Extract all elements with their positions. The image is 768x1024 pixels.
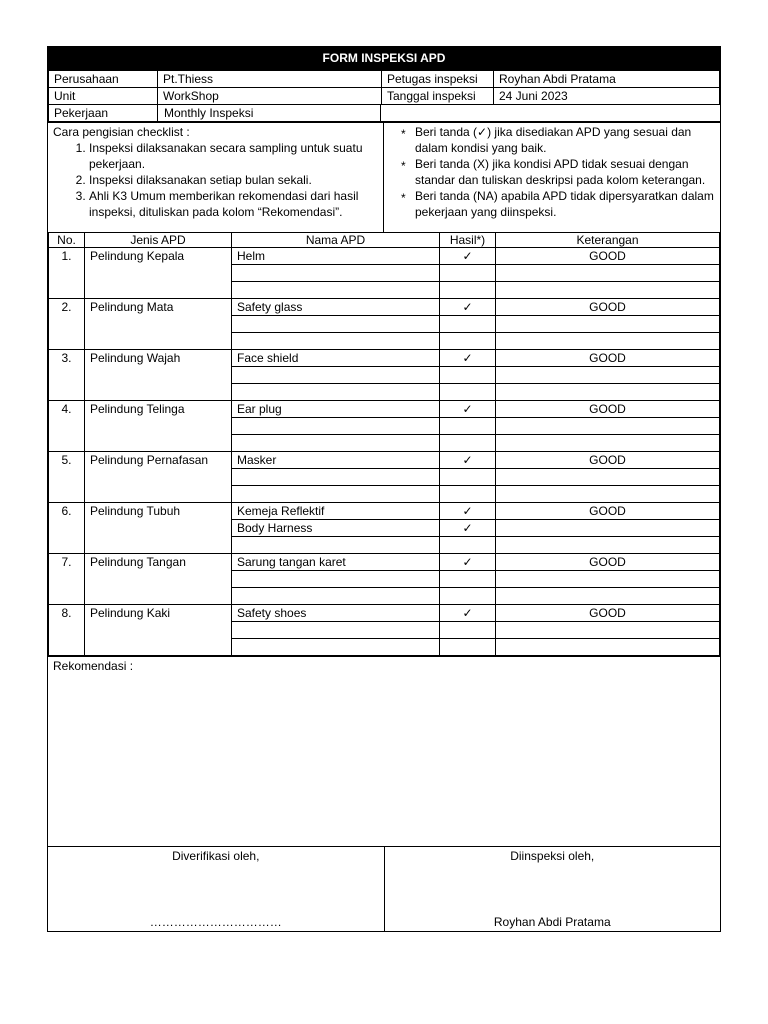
note-item: * Beri tanda (NA) apabila APD tidak dipersyaratkan dalam pekerjaan yang diinspeksi.: [415, 188, 715, 220]
row-number: 1.: [49, 248, 85, 299]
apd-name: [232, 571, 440, 588]
apd-name: [232, 622, 440, 639]
remark: [496, 384, 720, 401]
apd-name: [232, 316, 440, 333]
table-row: [49, 605, 720, 622]
apd-name: Kemeja Reflektif: [232, 503, 440, 520]
result-check: [440, 639, 496, 656]
info-row: [49, 71, 720, 88]
notes-list: [389, 124, 715, 220]
remark: [496, 282, 720, 299]
inspection-form: [47, 46, 721, 932]
result-check: ✓: [440, 554, 496, 571]
result-check: ✓: [440, 605, 496, 622]
apd-name: [232, 418, 440, 435]
col-keterangan: Keterangan: [496, 233, 720, 248]
col-hasil: Hasil*): [440, 233, 496, 248]
remark: [496, 469, 720, 486]
remark: [496, 418, 720, 435]
table-row: [49, 248, 720, 265]
remark: [496, 622, 720, 639]
remark: [496, 639, 720, 656]
remark: GOOD: [496, 350, 720, 367]
apd-type: Pelindung Kepala: [85, 248, 232, 299]
apd-name: [232, 639, 440, 656]
apd-name: [232, 333, 440, 350]
apd-name: Safety shoes: [232, 605, 440, 622]
result-check: [440, 384, 496, 401]
result-check: [440, 367, 496, 384]
remark: [496, 571, 720, 588]
apd-name: [232, 469, 440, 486]
remark: [496, 537, 720, 554]
apd-name: Sarung tangan karet: [232, 554, 440, 571]
job-value-cell: [158, 105, 720, 122]
remark: [496, 588, 720, 605]
apd-name: Helm: [232, 248, 440, 265]
info-row: [49, 88, 720, 105]
result-check: [440, 282, 496, 299]
table-header: [49, 233, 720, 248]
remark: GOOD: [496, 554, 720, 571]
row-number: 4.: [49, 401, 85, 452]
col-nama: Nama APD: [232, 233, 440, 248]
remark: [496, 520, 720, 537]
table-row: [49, 350, 720, 367]
apd-name: [232, 537, 440, 554]
job-label: Pekerjaan: [49, 105, 158, 122]
apd-type: Pelindung Mata: [85, 299, 232, 350]
note-item: * Beri tanda (X) jika kondisi APD tidak sesuai dengan standar dan tuliskan deskripsi pada kolom keterangan.: [415, 156, 715, 188]
result-check: [440, 622, 496, 639]
result-check: ✓: [440, 401, 496, 418]
apd-name: [232, 265, 440, 282]
apd-name: Masker: [232, 452, 440, 469]
date-value: 24 Juni 2023: [494, 88, 720, 105]
row-number: 2.: [49, 299, 85, 350]
inspector-block: [385, 847, 721, 931]
company-value: Pt.Thiess: [158, 71, 382, 88]
recommendation-label: Rekomendasi :: [53, 659, 134, 673]
signature-section: [48, 846, 720, 931]
apd-type: Pelindung Pernafasan: [85, 452, 232, 503]
verifier-name: ……………………………: [149, 915, 282, 929]
apd-name: [232, 588, 440, 605]
table-body: [49, 248, 720, 656]
table-row: [49, 401, 720, 418]
remark: GOOD: [496, 248, 720, 265]
inspector-sign-label: Diinspeksi oleh,: [510, 849, 595, 863]
apd-name: Face shield: [232, 350, 440, 367]
apd-name: [232, 486, 440, 503]
date-label: Tanggal inspeksi: [382, 88, 494, 105]
apd-type: Pelindung Tubuh: [85, 503, 232, 554]
row-number: 7.: [49, 554, 85, 605]
apd-name: [232, 367, 440, 384]
inspector-value: Royhan Abdi Pratama: [494, 71, 720, 88]
apd-type: Pelindung Telinga: [85, 401, 232, 452]
form-title: FORM INSPEKSI APD: [48, 47, 720, 70]
instructions-notes: [384, 123, 720, 232]
company-label: Perusahaan: [49, 71, 158, 88]
apd-name: Safety glass: [232, 299, 440, 316]
result-check: ✓: [440, 248, 496, 265]
table-row: [49, 299, 720, 316]
table-row: [49, 503, 720, 520]
remark: GOOD: [496, 605, 720, 622]
apd-type: Pelindung Tangan: [85, 554, 232, 605]
apd-name: Ear plug: [232, 401, 440, 418]
result-check: ✓: [440, 350, 496, 367]
result-check: ✓: [440, 299, 496, 316]
result-check: [440, 571, 496, 588]
apd-name: [232, 282, 440, 299]
table-row: [49, 554, 720, 571]
row-number: 3.: [49, 350, 85, 401]
verifier-label: Diverifikasi oleh,: [172, 849, 260, 863]
remark: [496, 316, 720, 333]
instructions-section: [48, 122, 720, 232]
remark: [496, 265, 720, 282]
result-check: [440, 316, 496, 333]
apd-name: Body Harness: [232, 520, 440, 537]
remark: [496, 486, 720, 503]
result-check: [440, 537, 496, 554]
remark: [496, 333, 720, 350]
apd-name: [232, 384, 440, 401]
remark: [496, 435, 720, 452]
row-number: 8.: [49, 605, 85, 656]
apd-name: [232, 435, 440, 452]
steps-list: [53, 140, 378, 220]
instructions-heading: Cara pengisian checklist :: [53, 125, 190, 139]
col-jenis: Jenis APD: [85, 233, 232, 248]
apd-table: [48, 232, 720, 656]
row-number: 6.: [49, 503, 85, 554]
remark: GOOD: [496, 299, 720, 316]
result-check: [440, 588, 496, 605]
step-item: 1. Inspeksi dilaksanakan secara sampling untuk suatu pekerjaan.: [89, 140, 378, 172]
col-no: No.: [49, 233, 85, 248]
result-check: ✓: [440, 452, 496, 469]
inspector-sign-name: Royhan Abdi Pratama: [493, 915, 611, 929]
result-check: [440, 486, 496, 503]
note-item: * Beri tanda (✓) jika disediakan APD yang sesuai dan dalam kondisi yang baik.: [415, 124, 715, 156]
recommendation-box: [48, 656, 720, 846]
remark: [496, 367, 720, 384]
remark: GOOD: [496, 503, 720, 520]
remark: GOOD: [496, 452, 720, 469]
verifier-block: [48, 847, 385, 931]
job-value: Monthly Inspeksi: [163, 105, 381, 121]
table-row: [49, 452, 720, 469]
result-check: ✓: [440, 503, 496, 520]
result-check: [440, 265, 496, 282]
apd-type: Pelindung Kaki: [85, 605, 232, 656]
result-check: ✓: [440, 520, 496, 537]
result-check: [440, 418, 496, 435]
instructions-steps: [48, 123, 384, 232]
unit-label: Unit: [49, 88, 158, 105]
unit-value: WorkShop: [158, 88, 382, 105]
info-table: [48, 70, 720, 122]
step-item: 2. Inspeksi dilaksanakan setiap bulan sekali.: [89, 172, 378, 188]
result-check: [440, 435, 496, 452]
remark: GOOD: [496, 401, 720, 418]
apd-type: Pelindung Wajah: [85, 350, 232, 401]
step-item: 3. Ahli K3 Umum memberikan rekomendasi dari hasil inspeksi, dituliskan pada kolom “Rekomendasi”.: [89, 188, 378, 220]
info-row: [49, 105, 720, 122]
result-check: [440, 469, 496, 486]
row-number: 5.: [49, 452, 85, 503]
result-check: [440, 333, 496, 350]
inspector-label: Petugas inspeksi: [382, 71, 494, 88]
